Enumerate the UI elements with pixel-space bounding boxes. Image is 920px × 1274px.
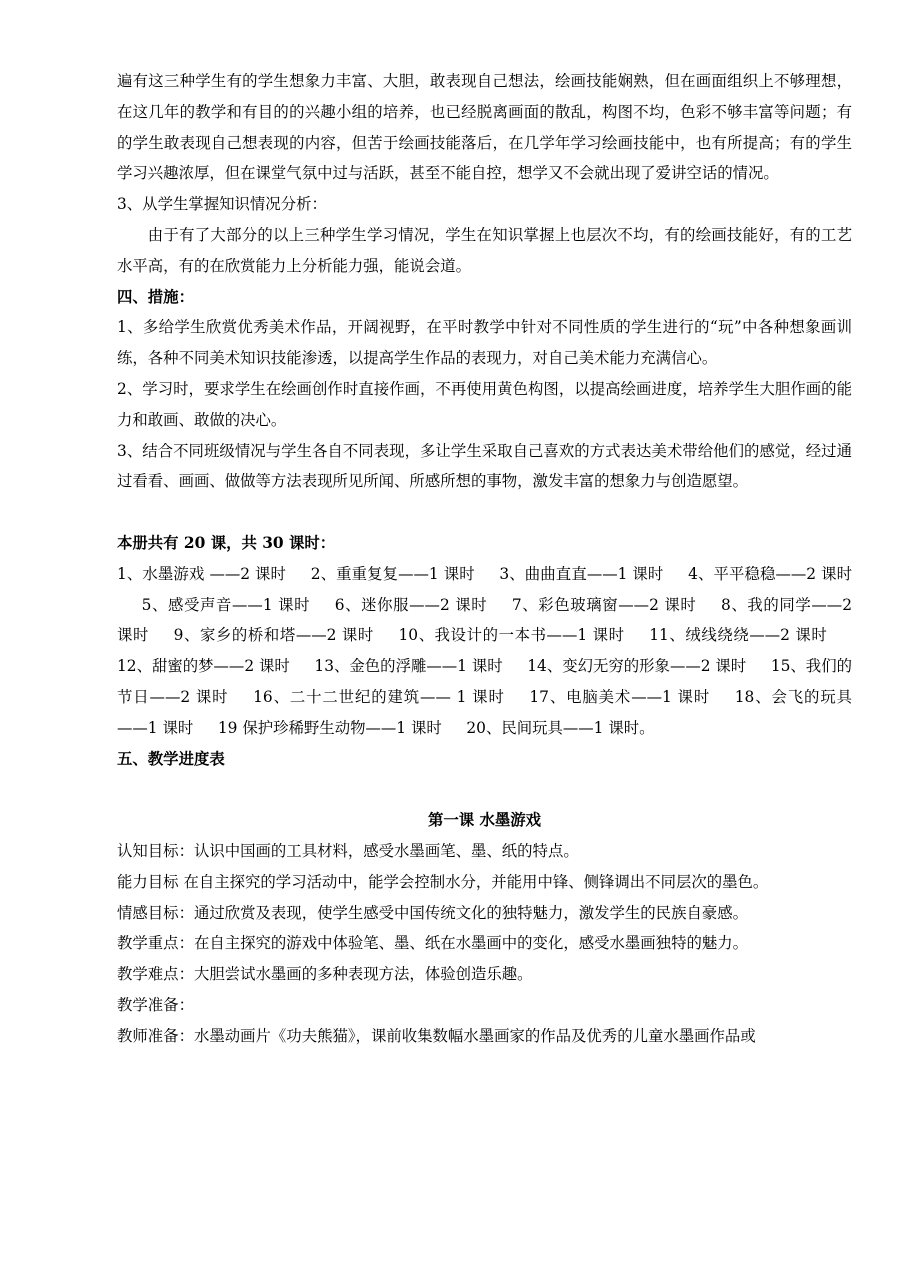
measure-item: 2、学习时，要求学生在绘画创作时直接作画，不再使用黄色构图，以提高绘画进度，培养学生大胆作画的能力和敢画、敢做的决心。 [117, 379, 852, 429]
lesson-item: 4、平平稳稳——2 课时 [688, 564, 852, 583]
lesson-item: 17、电脑美术——1 课时 [529, 687, 711, 706]
lesson-item: 3、曲曲直直——1 课时 [499, 564, 664, 583]
lesson1-key-point: 教学重点：在自主探究的游戏中体验笔、墨、纸在水墨画中的变化，感受水墨画独特的魅力。 [117, 934, 749, 953]
lesson1-cognitive-goal: 认知目标：认识中国画的工具材料，感受水墨画笔、墨、纸的特点。 [117, 841, 579, 860]
lesson1-title: 第一课 水墨游戏 [427, 811, 542, 830]
lesson-item: 6、迷你服——2 课时 [334, 595, 488, 614]
lesson-item: 7、彩色玻璃窗——2 课时 [511, 595, 697, 614]
lesson-item: 16、二十二世纪的建筑—— 1 课时 [253, 687, 505, 706]
measure-item: 1、多给学生欣赏优秀美术作品，开阔视野，在平时教学中针对不同性质的学生进行的“玩”中各种想象画训练，各种不同美术知识技能渗透，以提高学生作品的表现力，对自己美术能力充满信心。 [117, 318, 852, 368]
measures-heading: 四、措施： [117, 287, 194, 306]
lesson-list [117, 559, 852, 744]
lesson-item: 5、感受声音——1 课时 [141, 595, 311, 614]
lesson-item: 10、我设计的一本书——1 课时 [398, 626, 625, 645]
lesson-item: 1、水墨游戏 ——2 课时 [117, 564, 287, 583]
lesson-item: 14、变幻无穷的形象——2 课时 [527, 657, 747, 676]
lesson1-preparation: 教学准备： [117, 995, 194, 1014]
section3-heading: 3、从学生掌握知识情况分析： [117, 195, 327, 214]
schedule-heading: 五、教学进度表 [117, 749, 225, 768]
lesson1-ability-goal: 能力目标 在自主探究的学习活动中，能学会控制水分，并能用中锋、侧锋调出不同层次的墨色。 [117, 872, 769, 891]
lesson-item: 15、我们的节日——2 课时 [117, 657, 852, 706]
lesson-item: 19 保护珍稀野生动物——1 课时 [217, 718, 442, 737]
lesson-item: 13、金色的浮雕——1 课时 [314, 657, 503, 676]
lesson-item: 18、会飞的玩具——1 课时 [117, 687, 852, 737]
lesson-item: 8、我的同学——2 课时 [117, 595, 852, 645]
section3-body: 由于有了大部分的以上三种学生学习情况，学生在知识掌握上也层次不均，有的绘画技能好，有的工艺水平高，有的在欣赏能力上分析能力强，能说会道。 [117, 225, 852, 275]
course-summary: 本册共有 20 课，共 30 课时： [117, 533, 336, 552]
lesson1-difficulty: 教学难点：大胆尝试水墨画的多种表现方法，体验创造乐趣。 [117, 965, 533, 984]
lesson-item: 2、重重复复——1 课时 [310, 564, 475, 583]
lesson1-emotional-goal: 情感目标：通过欣赏及表现，使学生感受中国传统文化的独特魅力，激发学生的民族自豪感。 [117, 903, 749, 922]
document-page [117, 66, 852, 1052]
intro-paragraph: 遍有这三种学生有的学生想象力丰富、大胆，敢表现自己想法，绘画技能娴熟，但在画面组织上不够理想，在这几年的教学和有目的的兴趣小组的培养，也已经脱离画面的散乱，构图不均，色彩不够丰富等问题；有的学生敢表现自己想表现的内容，但苦于绘画技能落后，在几学年学习绘画技能中，也有所提高；有的学生学习兴趣浓厚，但在课堂气氛中过与活跃，甚至不能自控，想学又不会就出现了爱讲空话的情况。 [117, 72, 852, 183]
lesson-item: 20、民间玩具——1 课时。 [466, 718, 655, 737]
lesson-item: 11、绒线绕绕——2 课时 [649, 626, 828, 645]
measure-item: 3、结合不同班级情况与学生各自不同表现，多让学生采取自己喜欢的方式表达美术带给他们的感觉，经过通过看看、画画、做做等方法表现所见所闻、所感所想的事物，激发丰富的想象力与创造愿望。 [117, 441, 852, 491]
lesson-item: 12、甜蜜的梦——2 课时 [117, 657, 290, 676]
blank-line [117, 497, 852, 528]
lesson-item: 9、家乡的桥和塔——2 课时 [173, 626, 374, 645]
lesson1-teacher-preparation: 教师准备：水墨动画片《功夫熊猫》，课前收集数幅水墨画家的作品及优秀的儿童水墨画作品或 [117, 1026, 756, 1045]
blank-line [117, 774, 852, 805]
